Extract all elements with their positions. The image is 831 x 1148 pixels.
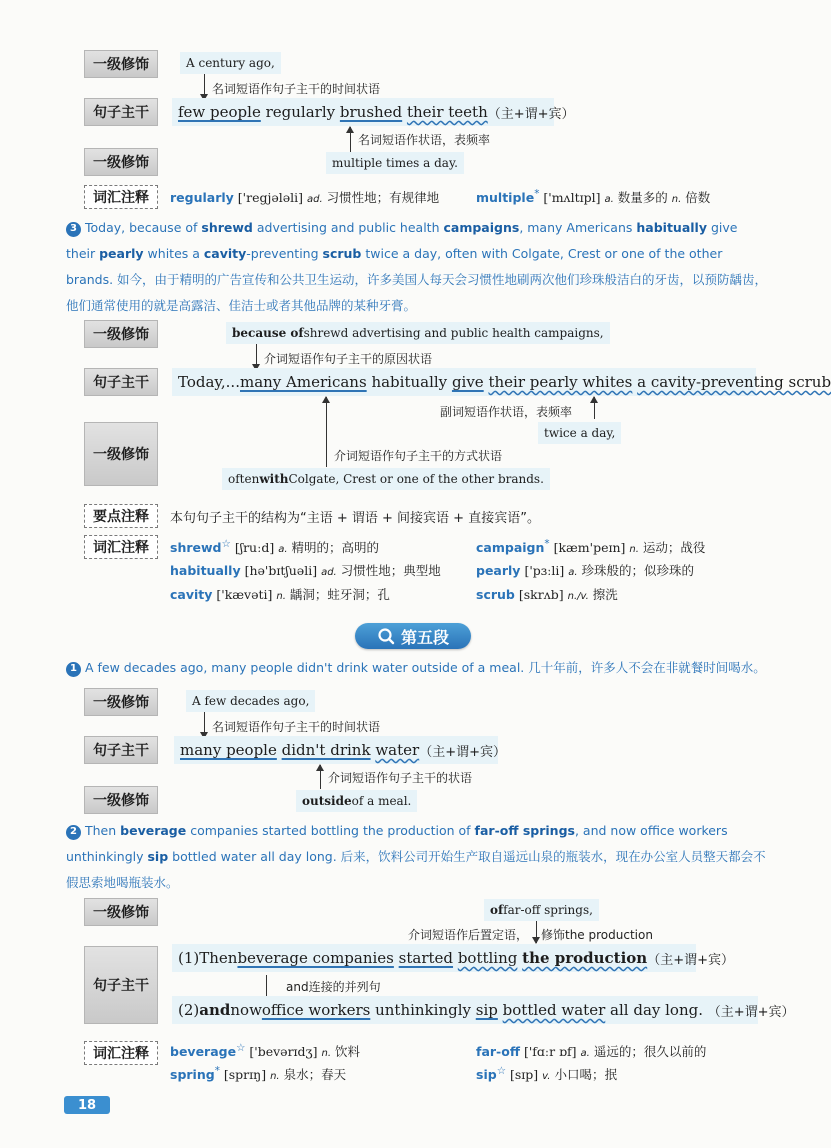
vocab-entry: beverage☆ ['bevərɪdʒ] n. 饮料 — [170, 1042, 361, 1060]
arrow-down — [204, 712, 205, 738]
vocab-entry: shrewd☆ [ʃruːd] a. 精明的；高明的 — [170, 538, 379, 556]
text-segment: twice a day, often with Colgate, Crest or one of the other brands. 如今，由于精明的广告宣传和公共卫生运动，许多美国人每天会习惯性地刷两次他们珍珠般洁白的牙齿，以预防龋齿，他们通常使用的就是高露洁、佳洁士或者其他品牌的某种牙膏。 — [66, 246, 768, 313]
text-segment: bottled water all day long. 后来，饮料公司开始生产取自遥远山泉的瓶装水，现在办公室人员整天都会不假思索地喝瓶装水。 — [66, 849, 766, 890]
vocab-entry: spring* [sprɪŋ] n. 泉水；春天 — [170, 1065, 347, 1083]
keyword: cavity — [203, 246, 247, 261]
main-clause-1: (1)Then beverage companies started bottling the production （主+谓+宾） — [172, 944, 696, 972]
adverbial-phrase: outside of a meal. — [296, 790, 417, 812]
label-modifier: 一级修饰 — [84, 786, 158, 814]
structure-tag: （主+谓+宾） — [487, 106, 575, 122]
arrow-down — [536, 921, 537, 943]
text-segment: advertising and public health — [252, 220, 444, 235]
vocab-entry: regularly ['regjələli] ad. 习惯性地；有规律地 — [170, 190, 440, 205]
annotation-note: 介词短语作句子主干的方式状语 — [334, 449, 503, 463]
time-adverbial-phrase: A century ago, — [180, 52, 281, 74]
text-segment: Today, because of — [85, 220, 202, 235]
main-clause — [172, 98, 575, 126]
label-modifier: 一级修饰 — [84, 422, 158, 486]
text-segment: give their — [66, 220, 738, 261]
label-main-clause: 句子主干 — [84, 98, 158, 126]
attributive-phrase: of far-off springs, — [484, 899, 599, 921]
arrow-up — [326, 397, 327, 467]
label-main-clause: 句子主干 — [84, 368, 158, 396]
text-segment: , many Americans — [519, 220, 637, 235]
text-segment: companies started bottling the production of — [186, 823, 475, 838]
subject: few people — [178, 103, 261, 121]
arrow-up — [320, 765, 321, 789]
annotation-note: 介词短语作句子主干的原因状语 — [264, 352, 433, 366]
label-vocab: 词汇注释 — [84, 1041, 158, 1065]
keyword: far-off springs — [474, 823, 575, 838]
keyword: habitually — [636, 220, 707, 235]
arrow-up — [594, 397, 595, 419]
label-vocab: 词汇注释 — [84, 185, 158, 209]
verb: brushed — [339, 103, 403, 121]
search-icon — [377, 627, 395, 645]
keyword: pearly — [99, 246, 144, 261]
time-adverbial-phrase: A few decades ago, — [186, 690, 315, 712]
label-vocab: 词汇注释 — [84, 535, 158, 559]
main-clause: Today,... many Americans habitually give their pearly whites a cavity-preventing scrub — [172, 368, 756, 396]
page-number: 18 — [64, 1096, 110, 1114]
label-modifier: 一级修饰 — [84, 50, 158, 78]
vocab-entry: cavity ['kævəti] n. 龋洞；蛀牙洞；孔 — [170, 587, 390, 602]
vocab-entry: pearly ['pɜːli] a. 珍珠般的；似珍珠的 — [476, 563, 695, 578]
label-main-clause: 句子主干 — [84, 736, 158, 764]
label-modifier: 一级修饰 — [84, 688, 158, 716]
keyword: scrub — [322, 246, 362, 261]
key-point-text: 本句句子主干的结构为“主语 + 谓语 + 间接宾语 + 直接宾语”。 — [170, 511, 540, 526]
main-clause: many people didn't drink water （主+谓+宾） — [174, 736, 498, 764]
label-modifier: 一级修饰 — [84, 148, 158, 176]
label-main-clause: 句子主干 — [84, 946, 158, 1024]
vocab-entry: habitually [hə'bɪtʃuəli] ad. 习惯性地；典型地 — [170, 563, 441, 578]
vocab-entry: campaign* [kæm'peɪn] n. 运动；战役 — [476, 538, 706, 556]
arrow-up — [350, 127, 351, 153]
manner-adverbial-phrase: often with Colgate, Crest or one of the other brands. — [222, 468, 550, 490]
object: their teeth — [406, 103, 488, 121]
main-clause-2: (2) and now office workers unthinkingly sip bottled water all day long. （主+谓+宾） — [172, 996, 758, 1024]
arrow-down — [204, 74, 205, 100]
annotation-note: 修饰the production — [541, 928, 653, 942]
paragraph-1: 1 A few decades ago, many people didn't drink water outside of a meal. 几十年前，许多人不会在非就餐时间喝水。 — [66, 655, 770, 681]
vocab-entry: scrub [skrʌb] n./v. 擦洗 — [476, 587, 618, 602]
label-modifier: 一级修饰 — [84, 320, 158, 348]
keyword: campaigns — [443, 220, 520, 235]
annotation-note: and连接的并列句 — [286, 980, 381, 994]
text-segment: Then — [85, 823, 121, 838]
text-segment: whites a — [143, 246, 204, 261]
paragraph-2: 2 Then beverage companies started bottling the production of far-off springs, and now office workers unthinkingly sip bottled water all day long. 后来，饮料公司开始生产取自遥远山泉的瓶装水，现在办公室人员整天都会不假思索地喝瓶装水。 — [66, 823, 766, 890]
vocab-entry: sip☆ [sɪp] v. 小口喝；抿 — [476, 1065, 617, 1083]
frequency-phrase: multiple times a day. — [326, 152, 464, 174]
annotation-note: 介词短语作后置定语， — [408, 928, 529, 942]
label-modifier: 一级修饰 — [84, 898, 158, 926]
keyword: sip — [147, 849, 169, 864]
vocab-entry: far-off ['fɑːr ɒf] a. 遥远的；很久以前的 — [476, 1044, 707, 1059]
annotation-note: 名词短语作状语，表频率 — [358, 133, 491, 147]
text-segment: , and now office workers unthinkingly — [66, 823, 728, 864]
annotation-note: 名词短语作句子主干的时间状语 — [212, 82, 381, 96]
vocab-entry: multiple* ['mʌltɪpl] a. 数量多的 n. 倍数 — [476, 188, 711, 206]
annotation-note: 介词短语作句子主干的状语 — [328, 771, 473, 785]
keyword: beverage — [120, 823, 187, 838]
text-segment: -preventing — [246, 246, 323, 261]
paragraph-3: 3 Today, because of shrewd advertising and public health campaigns, many Americans habitually give their pearly whites a cavity-preventing scrub twice a day, often with Colgate, Crest or one of the other brands. 如今，由于精明的广告宣传和公共卫生运动，许多美国人每天会习惯性地刷两次他们珍珠般洁白的牙齿，以预防龋齿，他们通常使用的就是高露洁、佳洁士或者其他品牌的某种牙膏。 — [66, 220, 768, 313]
annotation-note: 副词短语作状语，表频率 — [440, 405, 573, 419]
section-header — [355, 623, 471, 649]
adverb: regularly — [265, 103, 336, 121]
frequency-phrase: twice a day, — [538, 422, 621, 444]
reason-adverbial-phrase: because of shrewd advertising and public health campaigns, — [226, 322, 610, 344]
keyword: shrewd — [201, 220, 253, 235]
section-title: 第五段 — [400, 627, 449, 647]
arrow-down — [256, 344, 257, 370]
annotation-note: 名词短语作句子主干的时间状语 — [212, 720, 381, 734]
label-key-point: 要点注释 — [84, 504, 158, 528]
